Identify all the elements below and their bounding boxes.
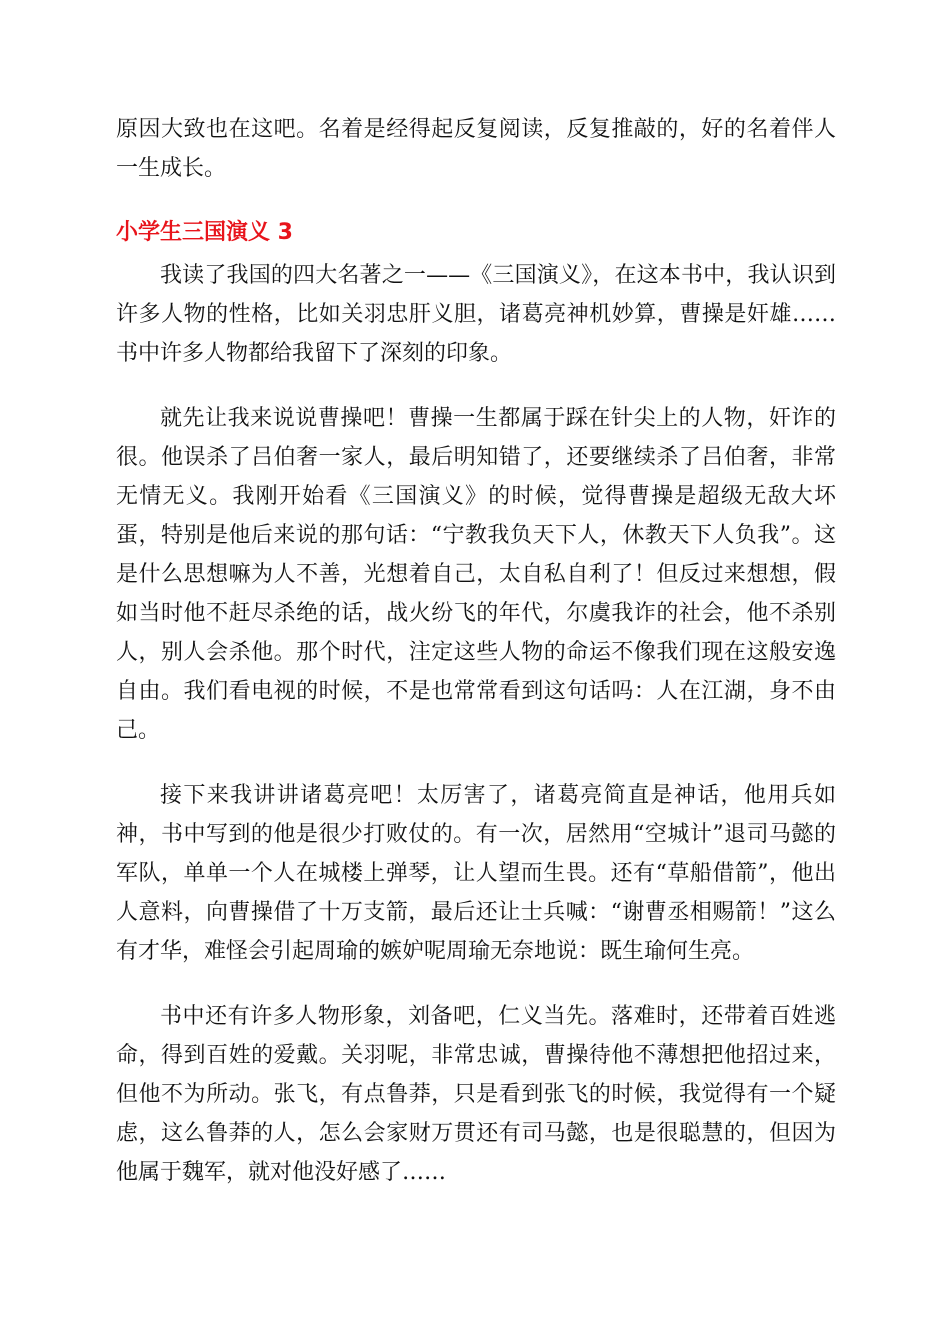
paragraph-4: 书中还有许多人物形象，刘备吧，仁义当先。落难时，还带着百姓逃命，得到百姓的爱戴。关羽呢，非常忠诚，曹操待他不薄想把他招过来，但他不为所动。张飞，有点鲁莽，只是看到张飞的时候，我觉得有一个疑虑，这么鲁莽的人，怎么会家财万贯还有司马懿，也是很聪慧的，但因为他属于魏军，就对他没好感了…… xyxy=(116,1004,836,1185)
intro-paragraph: 原因大致也在这吧。名着是经得起反复阅读，反复推敲的，好的名着伴人一生成长。 xyxy=(116,117,836,181)
document-body xyxy=(116,110,836,1192)
section-heading: 小学生三国演义 3 xyxy=(116,220,293,245)
paragraph-1: 我读了我国的四大名著之一——《三国演义》，在这本书中，我认识到许多人物的性格，比如关羽忠肝义胆，诸葛亮神机妙算，曹操是奸雄……书中许多人物都给我留下了深刻的印象。 xyxy=(116,263,836,366)
paragraph-3: 接下来我讲讲诸葛亮吧！太厉害了，诸葛亮简直是神话，他用兵如神，书中写到的他是很少打败仗的。有一次，居然用“空城计”退司马懿的军队，单单一个人在城楼上弹琴，让人望而生畏。还有“草船借箭”，他出人意料，向曹操借了十万支箭，最后还让士兵喊：“谢曹丞相赐箭！”这么有才华，难怪会引起周瑜的嫉妒呢周瑜无奈地说：既生瑜何生亮。 xyxy=(116,783,836,964)
paragraph-2: 就先让我来说说曹操吧！曹操一生都属于踩在针尖上的人物，奸诈的很。他误杀了吕伯奢一家人，最后明知错了，还要继续杀了吕伯奢，非常无情无义。我刚开始看《三国演义》的时候，觉得曹操是超级无敌大坏蛋，特别是他后来说的那句话：“宁教我负天下人，休教天下人负我”。这是什么思想嘛为人不善，光想着自己，太自私自利了！但反过来想想，假如当时他不赶尽杀绝的话，战火纷飞的年代，尔虞我诈的社会，他不杀别人，别人会杀他。那个时代，注定这些人物的命运不像我们现在这般安逸自由。我们看电视的时候，不是也常常看到这句话吗：人在江湖，身不由己。 xyxy=(116,406,836,743)
